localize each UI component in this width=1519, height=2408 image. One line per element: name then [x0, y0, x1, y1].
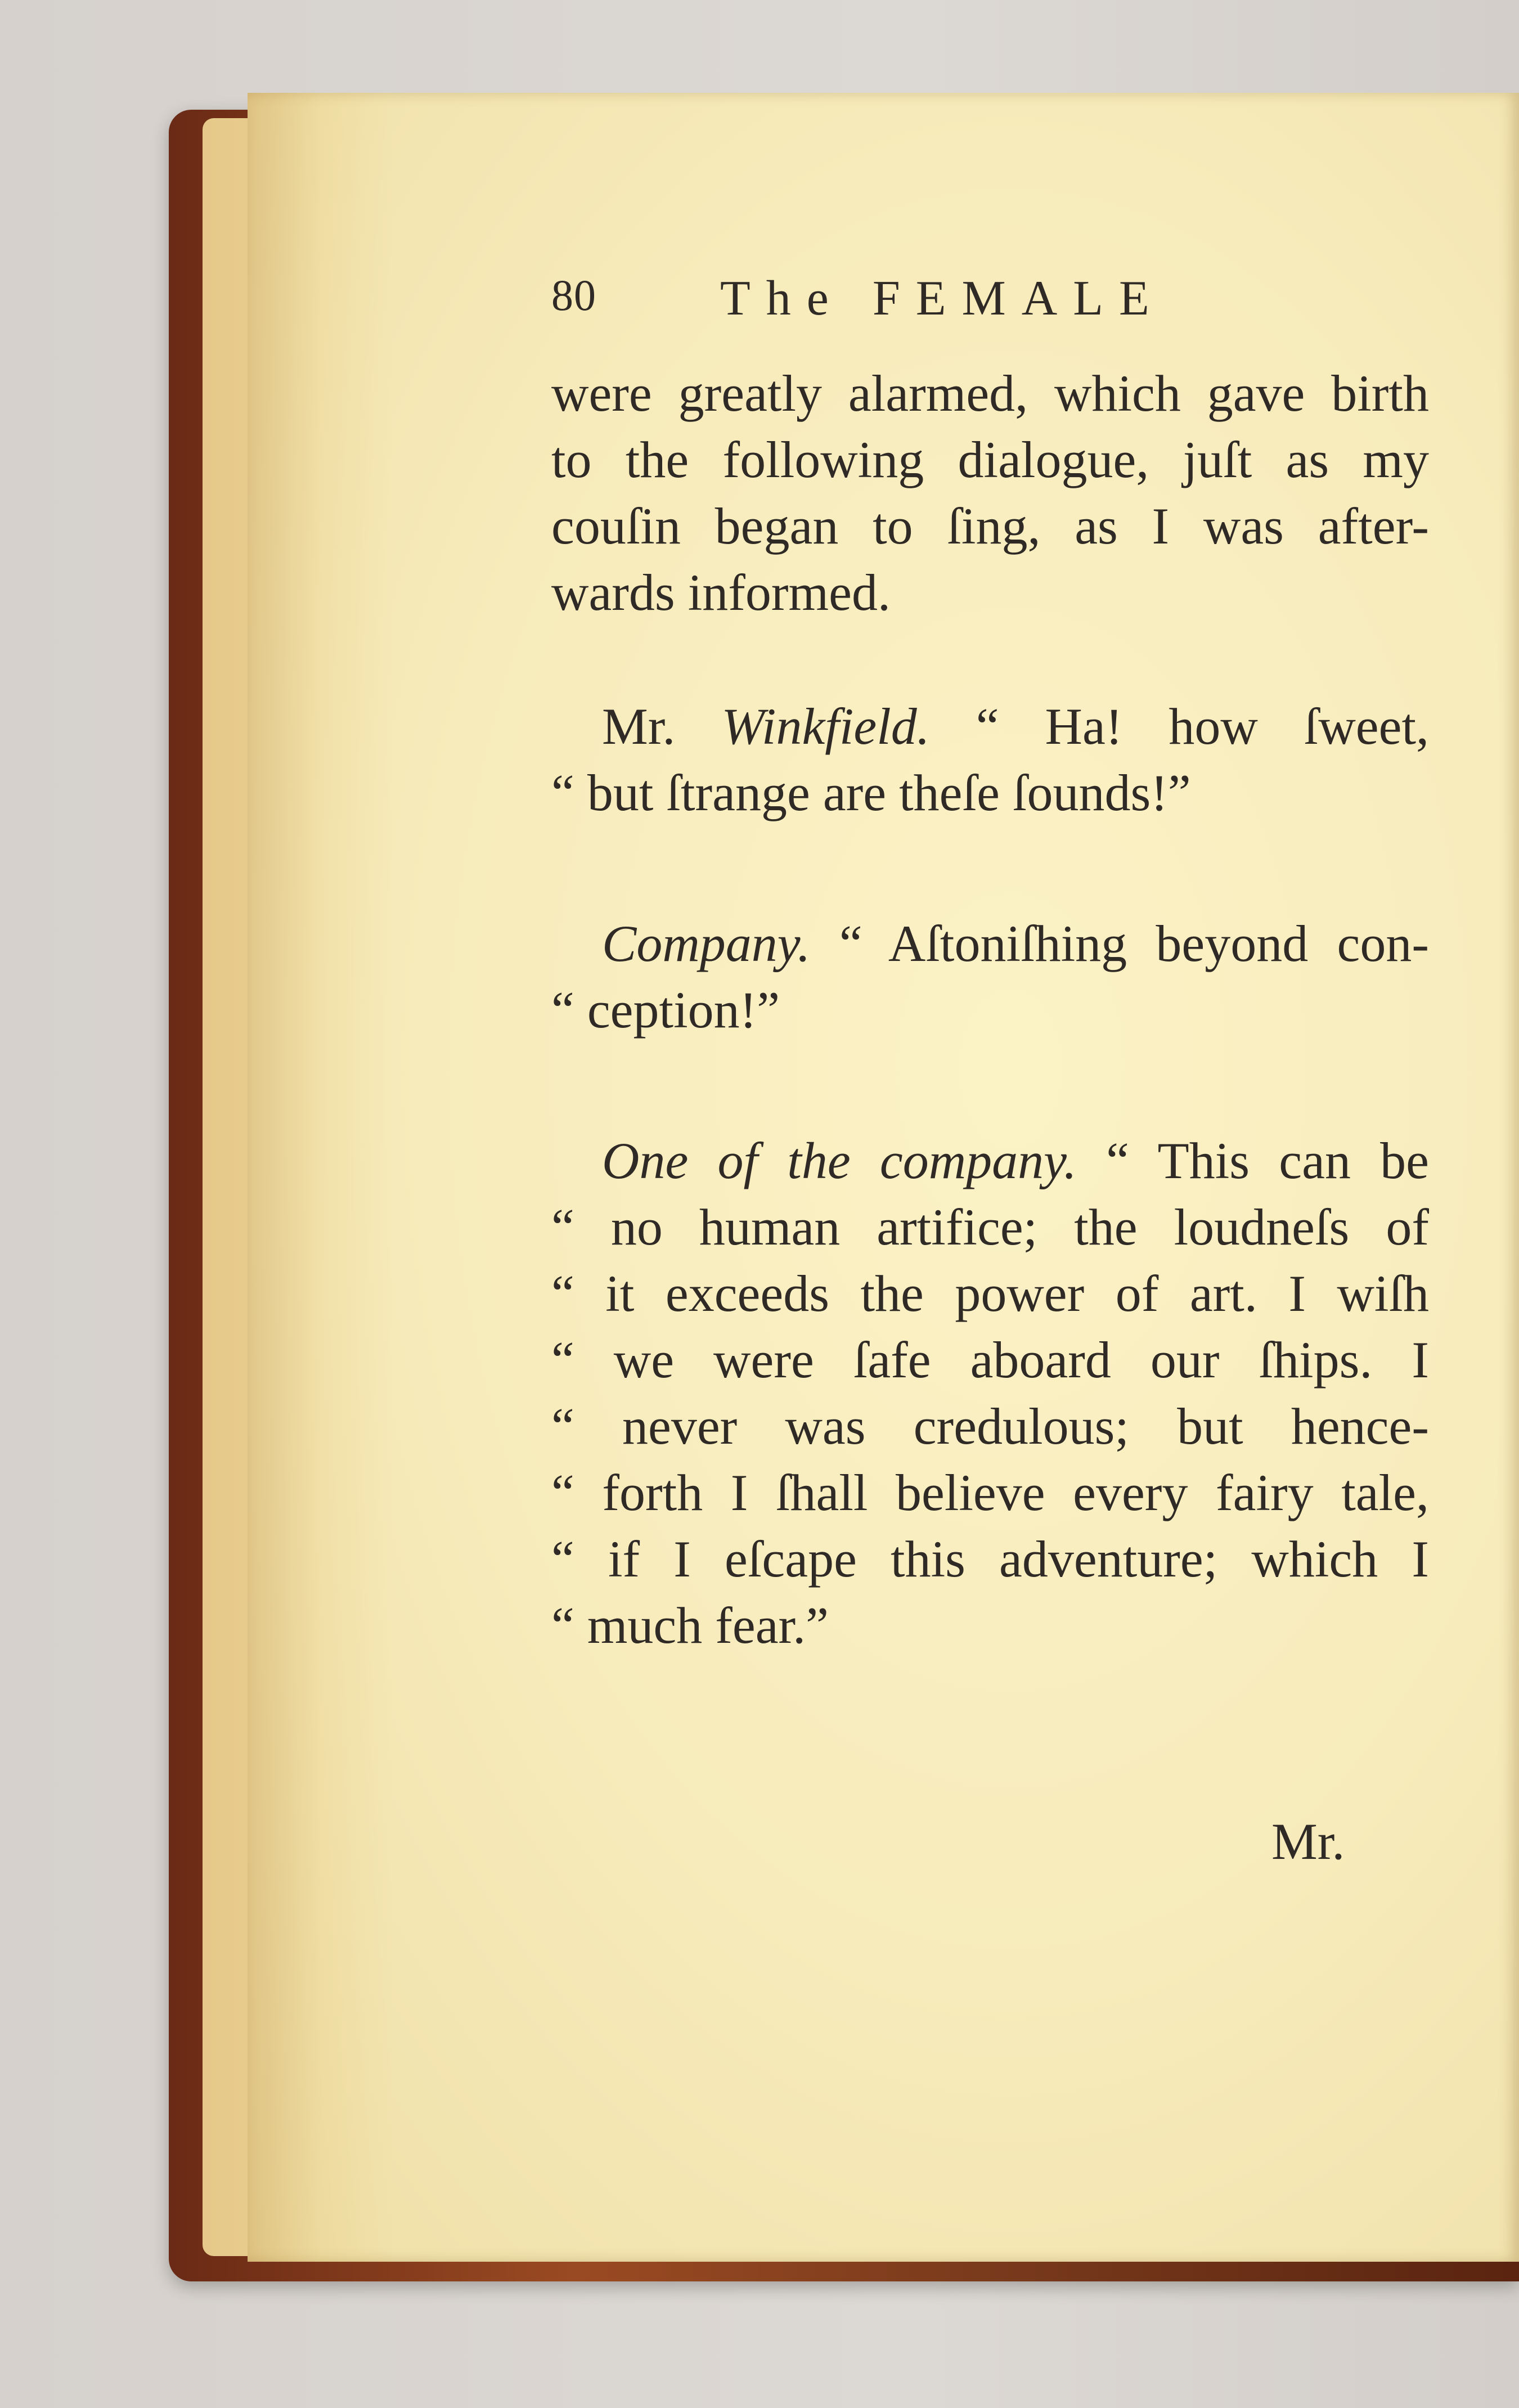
speech-winkfield	[551, 693, 1429, 826]
paragraph-line: couſin began to ſing, as I was after-	[551, 497, 1429, 555]
speech-line: “ if I eſcape this adventure; which I	[551, 1530, 1429, 1588]
speech-one-of-the-company	[551, 1127, 1429, 1659]
speech-line: “ no human artifice; the loudneſs of	[551, 1198, 1429, 1256]
paragraph-line: to the following dialogue, juſt as my	[551, 431, 1429, 488]
speaker-name: Winkfield.	[721, 698, 930, 755]
paragraph-line: were greatly alarmed, which gave birth	[551, 365, 1429, 422]
speech-line: “ it exceeds the power of art. I wiſh	[551, 1265, 1429, 1322]
speech-company	[551, 910, 1429, 1043]
paragraph-line: wards informed.	[551, 564, 891, 621]
running-head-title: The FEMALE	[720, 271, 1165, 326]
speech-line: “ forth I ſhall believe every fairy tale,	[551, 1464, 1429, 1521]
speaker-name: One of the company.	[602, 1132, 1077, 1189]
speech-line: “ but ſtrange are theſe ſounds!”	[551, 764, 1191, 821]
speech-text: “ Aſtoniſhing beyond con-	[839, 915, 1429, 972]
page-number: 80	[551, 271, 596, 320]
catchword: Mr.	[1271, 1813, 1345, 1870]
page-content	[551, 259, 1429, 1659]
speech-line: “ ception!”	[551, 981, 780, 1039]
speech-text: “ This can be	[1106, 1132, 1430, 1189]
gutter-shadow	[248, 93, 394, 2262]
speech-line	[551, 910, 1429, 977]
speech-line	[551, 1127, 1429, 1194]
speech-line: “ we were ſafe aboard our ſhips. I	[551, 1331, 1429, 1389]
speech-line: “ much fear.”	[551, 1597, 829, 1654]
speaker-prefix: Mr.	[602, 698, 676, 755]
speech-line	[551, 693, 1429, 760]
speech-text: “ Ha! how ſweet,	[976, 698, 1430, 755]
running-head	[551, 259, 1429, 360]
speaker-name: Company.	[602, 915, 811, 972]
opening-paragraph	[551, 360, 1429, 626]
speech-line: “ never was credulous; but hence-	[551, 1398, 1429, 1455]
